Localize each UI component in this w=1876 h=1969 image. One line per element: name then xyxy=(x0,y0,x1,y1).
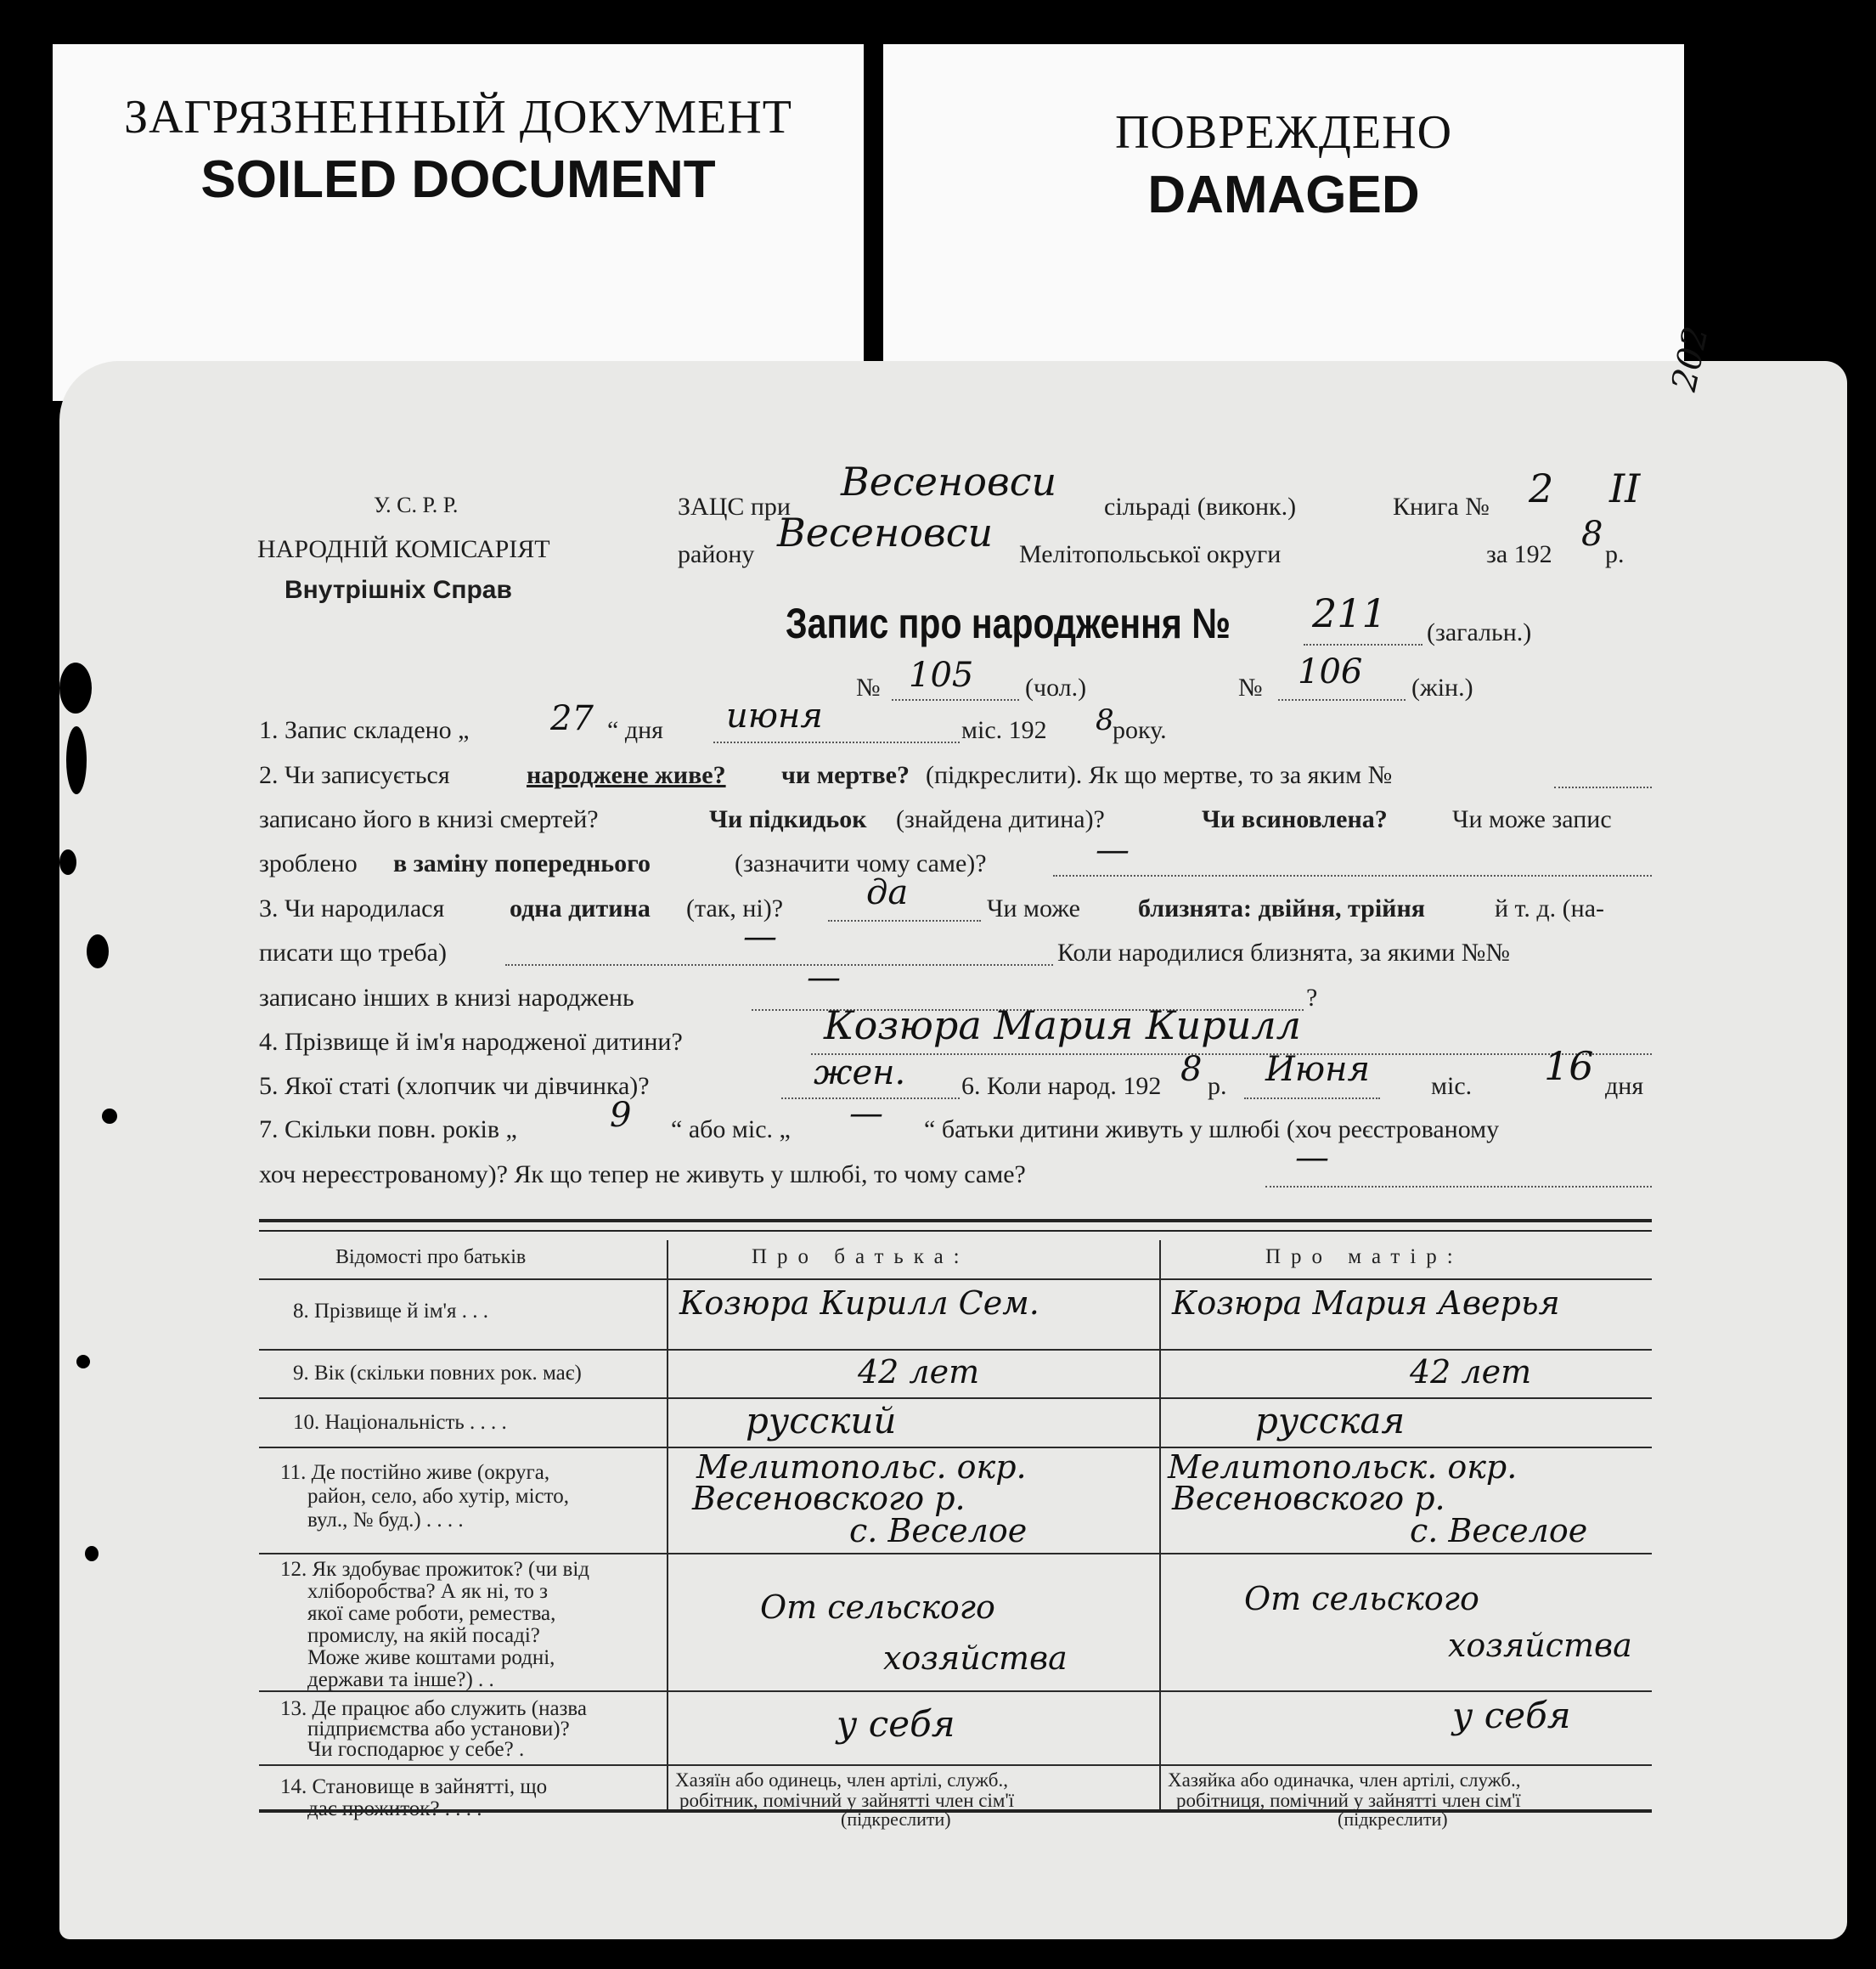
paper-damage-hole xyxy=(102,1109,117,1124)
row14-label-line2: дає прожиток? . . . . xyxy=(307,1797,482,1820)
father-occupation-line2: хозяйства xyxy=(883,1639,1068,1677)
father-age: 42 лет xyxy=(858,1353,980,1391)
village-handwritten: Весеновси xyxy=(841,459,1057,505)
record-title: Запис про народження № xyxy=(786,600,1231,647)
dotted-line xyxy=(1244,1097,1380,1099)
mother-residence-okrug: Мелитопольск. окр. xyxy=(1168,1448,1518,1486)
q6-label: 6. Коли народ. 192 xyxy=(961,1072,1162,1100)
q3-single-child: одна дитина xyxy=(510,894,651,922)
father-name: Козюра Кирилл Сем. xyxy=(679,1284,1039,1322)
district-handwritten: Весеновси xyxy=(777,510,994,556)
q3-answer: да xyxy=(866,873,909,912)
father-residence-village: с. Веселое xyxy=(849,1512,1028,1549)
q3-label: 3. Чи народилася xyxy=(259,894,445,922)
row14-label-line1: 14. Становище в зайнятті, що xyxy=(280,1775,548,1798)
paper-damage-hole xyxy=(66,726,87,794)
q7-label: 7. Скільки повн. років „ xyxy=(259,1115,517,1143)
father-residence-okrug: Мелитопольс. окр. xyxy=(696,1448,1027,1486)
year-prefix: за 192 xyxy=(1486,540,1552,568)
q3-births-text: записано інших в книзі народжень xyxy=(259,984,634,1012)
okrug-label: Мелітопольської округи xyxy=(1019,540,1282,568)
female-label: (жін.) xyxy=(1411,674,1473,702)
father-workplace: у себя xyxy=(837,1703,955,1745)
record-day: 27 xyxy=(550,699,594,738)
q1-month-label: міс. 192 xyxy=(961,716,1047,744)
row11-label-line1: 11. Де постійно живе (округа, xyxy=(280,1461,550,1484)
record-year: 8 xyxy=(1096,703,1114,737)
q7-unregistered: хоч нереєстрованому)? Як що тепер не живуть у шлюбі, то чому саме? xyxy=(259,1160,1026,1188)
dotted-line xyxy=(828,920,981,922)
table-header-mother: Про матір: xyxy=(1265,1245,1463,1268)
q3-write-needed: писати що треба) xyxy=(259,939,447,967)
q1-label: 1. Запис складено „ xyxy=(259,716,470,744)
record-month: июня xyxy=(726,697,823,736)
male-no-symbol: № xyxy=(856,674,881,702)
marriage-years: 9 xyxy=(610,1096,632,1135)
male-number: 105 xyxy=(909,656,974,695)
child-name: Козюра Мария Кирилл xyxy=(824,1002,1301,1048)
q2-text: (підкреслити). Як що мертве, то за яким № xyxy=(926,761,1393,789)
soiled-label-en: SOILED DOCUMENT xyxy=(200,150,716,209)
q3-births-answer: — xyxy=(807,958,841,997)
row12-label-line4: промислу, на якій посаді? xyxy=(307,1624,540,1647)
mother-occupation-line1: От сельского xyxy=(1244,1580,1479,1617)
child-sex: жен. xyxy=(814,1053,906,1092)
table-header-parents: Відомості про батьків xyxy=(335,1246,527,1268)
table-column-divider xyxy=(667,1240,668,1809)
q6-month-label: міс. xyxy=(1431,1072,1473,1100)
row12-label-line3: якої саме роботи, ремества, xyxy=(307,1602,556,1625)
q2-foundling: Чи підкидьок xyxy=(709,805,867,833)
mother-employment-options-2: робітниця, помічний у зайнятті член сім'ї xyxy=(1176,1790,1521,1811)
soiled-label-ru: ЗАГРЯЗНЕННЫЙ ДОКУМЕНТ xyxy=(124,91,792,144)
usrr-header: У. С. Р. Р. xyxy=(374,493,459,517)
father-underline-note: (підкреслити) xyxy=(841,1808,951,1830)
father-employment-options-2: робітник, помічний у зайнятті член сім'ї xyxy=(679,1790,1014,1811)
q3-twins: близнята: двійня, трійня xyxy=(1138,894,1425,922)
table-top-rule xyxy=(259,1230,1652,1232)
dotted-line xyxy=(505,964,1053,966)
q1-day-label: “ дня xyxy=(607,716,663,744)
table-header-father: Про батька: xyxy=(752,1245,970,1268)
q4-label: 4. Прізвище й ім'я народженої дитини? xyxy=(259,1028,683,1056)
mother-underline-note: (підкреслити) xyxy=(1338,1808,1448,1830)
q7-months-label: “ або міс. „ xyxy=(671,1115,791,1143)
row11-label-line3: вул., № буд.) . . . . xyxy=(307,1509,464,1532)
q2-replacement-note: (зазначити чому саме)? xyxy=(735,849,987,877)
mother-occupation-line2: хозяйства xyxy=(1448,1627,1632,1664)
q2-made-text: зроблено xyxy=(259,849,358,877)
q5-label: 5. Якої статі (хлопчик чи дівчинка)? xyxy=(259,1072,650,1100)
female-number: 106 xyxy=(1298,652,1363,691)
table-row-divider xyxy=(259,1553,1652,1554)
q1-year-label: року. xyxy=(1113,716,1167,744)
paper-damage-hole xyxy=(76,1355,90,1368)
q2-foundling-note: (знайдена дитина)? xyxy=(896,805,1105,833)
archive-number: 202 xyxy=(1665,323,1716,395)
marriage-months: — xyxy=(849,1094,883,1133)
q2-replacement: в заміну попереднього xyxy=(393,849,651,877)
q2-dead-option: чи мертве? xyxy=(781,761,910,789)
row13-label-line3: Чи господарює у себе? . xyxy=(307,1738,525,1761)
row12-label-line6: держави та інше?) . . xyxy=(307,1668,494,1691)
birth-month: Июня xyxy=(1265,1050,1370,1089)
female-no-symbol: № xyxy=(1238,674,1263,702)
dotted-line xyxy=(811,1053,1652,1055)
department-header: Внутрішніх Справ xyxy=(284,576,512,604)
q2-adopted: Чи всиновлена? xyxy=(1202,805,1388,833)
damaged-label-en: DAMAGED xyxy=(1147,166,1420,224)
zags-label: ЗАЦС при xyxy=(678,493,791,521)
mother-residence-village: с. Веселое xyxy=(1410,1512,1588,1549)
row13-label-line2: підприємства або установи)? xyxy=(307,1718,570,1741)
row11-label-line2: район, село, або хутір, місто, xyxy=(307,1485,570,1508)
q6-day-label: дня xyxy=(1605,1072,1644,1100)
damaged-label-ru: ПОВРЕЖДЕНО xyxy=(1114,106,1453,159)
paper-damage-hole xyxy=(59,849,76,875)
dotted-line xyxy=(1304,644,1422,646)
q2-replacement-answer: — xyxy=(1096,831,1130,870)
row12-label-line5: Може живе коштами родні, xyxy=(307,1646,555,1669)
soiled-document-label xyxy=(53,44,864,401)
father-residence-district: Весеновского р. xyxy=(692,1480,966,1517)
mother-nationality: русская xyxy=(1255,1400,1406,1441)
q3-twins-answer: — xyxy=(743,917,777,956)
q6-year-label: р. xyxy=(1208,1072,1227,1100)
q2-label: 2. Чи записується xyxy=(259,761,450,789)
mother-workplace: у себя xyxy=(1452,1695,1571,1736)
general-number: 211 xyxy=(1312,590,1387,636)
table-row-divider xyxy=(259,1278,1652,1280)
q7-text: “ батьки дитини живуть у шлюбі (хоч реєстрованому xyxy=(924,1115,1500,1143)
mother-age: 42 лет xyxy=(1410,1353,1532,1391)
village-suffix: сільраді (виконк.) xyxy=(1104,493,1297,521)
q2-alive-option: народжене живе? xyxy=(527,761,726,789)
paper-damage-hole xyxy=(87,934,109,968)
dotted-line xyxy=(1278,699,1406,701)
damaged-document-label xyxy=(883,44,1684,401)
year-digit: 8 xyxy=(1581,515,1603,554)
dotted-line xyxy=(1265,1186,1652,1188)
table-top-rule xyxy=(259,1219,1652,1222)
mother-employment-options: Хазяйка або одиначка, член артілі, служб., xyxy=(1168,1769,1521,1791)
dotted-line xyxy=(713,742,960,743)
district-label: району xyxy=(678,540,755,568)
father-nationality: русский xyxy=(746,1400,897,1441)
birth-day: 16 xyxy=(1544,1043,1594,1089)
mother-name: Козюра Мария Аверья xyxy=(1172,1284,1560,1322)
row9-label: 9. Вік (скільки повних рок. має) xyxy=(293,1362,582,1385)
dotted-line xyxy=(1053,875,1652,877)
birth-year-digit: 8 xyxy=(1180,1050,1203,1089)
book-label: Книга № xyxy=(1393,493,1490,521)
male-label: (чол.) xyxy=(1025,674,1087,702)
row13-label-line1: 13. Де працює або служить (назва xyxy=(280,1697,587,1720)
year-suffix: р. xyxy=(1605,540,1625,568)
table-row-divider xyxy=(259,1764,1652,1766)
q3-twins-when: Коли народилися близнята, за якими №№ xyxy=(1057,939,1511,967)
book-number: 2 xyxy=(1529,465,1554,511)
q3-maybe: Чи може xyxy=(987,894,1080,922)
q3-yes-no: (так, ні)? xyxy=(686,894,784,922)
paper-damage-hole xyxy=(59,663,92,714)
table-row-divider xyxy=(259,1349,1652,1351)
table-column-divider xyxy=(1159,1240,1161,1809)
row10-label: 10. Національність . . . . xyxy=(293,1411,507,1434)
table-row-divider xyxy=(259,1397,1652,1399)
row8-label: 8. Прізвище й ім'я . . . xyxy=(293,1300,489,1323)
book-roman: II xyxy=(1609,465,1641,511)
father-occupation-line1: От сельского xyxy=(760,1588,995,1626)
q3-question-mark: ? xyxy=(1306,984,1318,1012)
commissariat-header: НАРОДНІЙ КОМІСАРІЯТ xyxy=(257,535,550,563)
row12-label-line2: хліборобства? А як ні, то з xyxy=(307,1580,549,1603)
q2-deaths-text: записано його в книзі смертей? xyxy=(259,805,599,833)
father-employment-options: Хазяїн або одинець, член артілі, служб., xyxy=(675,1769,1008,1791)
row12-label-line1: 12. Як здобуває прожиток? (чи від xyxy=(280,1558,590,1581)
dotted-line xyxy=(892,699,1019,701)
q3-etc: й т. д. (на- xyxy=(1495,894,1605,922)
dotted-line xyxy=(1554,787,1652,788)
mother-residence-district: Весеновского р. xyxy=(1172,1480,1445,1517)
q7-answer: — xyxy=(1295,1138,1329,1177)
q2-record-text: Чи може запис xyxy=(1452,805,1612,833)
paper-damage-hole xyxy=(85,1546,99,1561)
general-label: (загальн.) xyxy=(1427,618,1532,646)
